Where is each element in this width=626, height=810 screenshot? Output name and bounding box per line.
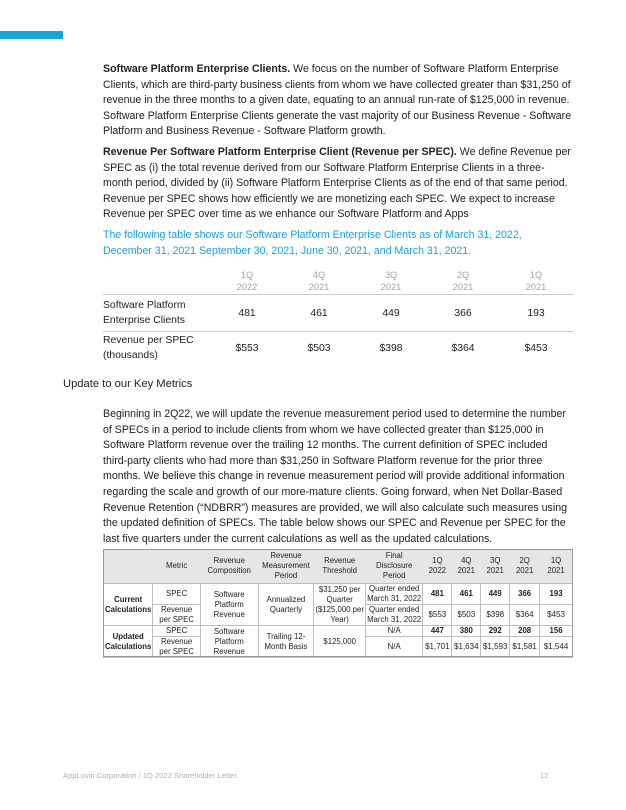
table-cell: $1,701: [423, 637, 452, 658]
table-cell: 380: [452, 626, 481, 637]
table-cell: 449: [355, 295, 427, 332]
footer-text: AppLovin Corporation / 1Q 2022 Shareholder Letter: [63, 771, 237, 780]
table-cell: 461: [283, 295, 355, 332]
table-cell: $398: [355, 332, 427, 365]
table-cell: $503: [283, 332, 355, 365]
period-header: 1Q 2021: [540, 549, 573, 584]
period-header: 4Q 2021: [308, 270, 330, 292]
spec-heading: Software Platform Enterprise Clients.: [103, 63, 291, 75]
composition-cell: Software Platform Revenue: [200, 584, 258, 626]
table-cell: 366: [510, 584, 540, 605]
table-row: [103, 295, 573, 332]
table-cell: 481: [211, 295, 283, 332]
metric-cell: SPEC: [153, 626, 201, 637]
table-cell: 481: [423, 584, 452, 605]
period-header: 1Q 2021: [525, 270, 547, 292]
disclosure-cell: Quarter ended March 31, 2022: [367, 605, 422, 624]
calculations-table-header: [104, 549, 573, 584]
table-row: [103, 332, 573, 365]
table-cell: $1,634: [452, 637, 481, 658]
page-number: 12: [540, 771, 549, 780]
table-cell: $1,593: [481, 637, 510, 658]
threshold-cell: $31,250 per Quarter ($125,000 per Year): [315, 584, 364, 624]
row-label: Software Platform Enterprise Clients: [103, 295, 211, 332]
composition-cell: Software Platform Revenue: [200, 626, 258, 658]
disclosure-cell: N/A: [365, 637, 422, 658]
row-label: Revenue per SPEC (thousands): [103, 332, 211, 365]
accent-bar: [0, 31, 63, 39]
spec-table: [103, 268, 573, 364]
spec-table-header: [103, 268, 573, 295]
table-cell: 447: [423, 626, 452, 637]
revenue-per-spec-heading: Revenue Per Software Platform Enterprise Client (Revenue per SPEC).: [103, 146, 457, 158]
period-header: 4Q 2021: [452, 549, 481, 584]
table-row: [104, 626, 573, 637]
group-label: Current Calculations: [104, 584, 153, 626]
revenue-per-spec-body: We define Revenue per SPEC as (i) the total revenue derived from our Software Platform Enterprise Clients in a three-month period, divided by (ii) Software Platform Enterprise Clients as of the end of that same period. Revenue per SPEC shows how efficiently we are monetizing each SPEC. We expect to increase Revenue per SPEC over time as we enhance our Software Platform and Apps: [103, 146, 571, 221]
group-label: Updated Calculations: [104, 626, 153, 658]
spec-body: We focus on the number of Software Platform Enterprise Clients, which are third-party business clients from whom we have collected greater than $31,250 of revenue in the three months to a given date, equating to an annual run-rate of $125,000 in revenue. Software Platform Enterprise Clients generate the vast majority of our Business Revenue - Software Platform and Business Revenue - Software Platform growth.: [103, 63, 572, 138]
period-header: 2Q 2021: [452, 270, 474, 292]
table-cell: 156: [540, 626, 573, 637]
table-cell: $553: [423, 605, 452, 626]
period-header: 1Q 2022: [236, 270, 258, 292]
metric-cell: Revenue per SPEC: [153, 605, 201, 626]
table-cell: $364: [427, 332, 499, 365]
period-header: 3Q 2021: [481, 549, 510, 584]
paragraph-spec-definition: [103, 62, 573, 140]
table-cell: $1,544: [540, 637, 573, 658]
table-cell: 461: [452, 584, 481, 605]
section-heading: Update to our Key Metrics: [63, 378, 193, 390]
paragraph-key-metrics: Beginning in 2Q22, we will update the revenue measurement period used to determine the number of SPECs in a period to include clients from whom we have collected greater than $125,000 in Software Platform revenue over the trailing 12 months. The current definition of SPEC included third-party clients who had more than $31,250 in Software Platform revenue for the prior three months. We believe this change in revenue measurement period will provide additional information regarding the scale and growth of our more-mature clients. Going forward, when Net Dollar-Based Revenue Retention (“NDBRR”) measures are provided, we will also calculate such measures using the updated definition of SPECs. The table below shows our SPEC and Revenue per SPEC for the last five quarters under the current calculations as well as the updated calculations.: [103, 408, 567, 545]
metric-cell: SPEC: [153, 584, 201, 605]
col-header: Metric: [153, 549, 201, 584]
table-cell: $453: [540, 605, 573, 626]
table-cell: $503: [452, 605, 481, 626]
paragraph-revenue-per-spec: [103, 145, 573, 223]
measurement-cell: Annualized Quarterly: [258, 584, 314, 626]
period-header: 3Q 2021: [380, 270, 402, 292]
table-cell: 193: [499, 295, 573, 332]
table-cell: $453: [499, 332, 573, 365]
col-header: Final Disclosure Period: [365, 549, 422, 584]
period-header: 1Q 2022: [423, 549, 452, 584]
disclosure-cell: Quarter ended March 31, 2022: [367, 584, 422, 603]
table1-intro: The following table shows our Software Platform Enterprise Clients as of March 31, 2022, December 31, 2021 September 30, 2021, June 30, 2021, and March 31, 2021.: [103, 229, 522, 257]
period-header: 2Q 2021: [510, 549, 540, 584]
table-cell: 193: [540, 584, 573, 605]
table-cell: $398: [481, 605, 510, 626]
metric-cell: Revenue per SPEC: [153, 637, 201, 658]
table-row: [104, 584, 573, 605]
table-cell: $364: [510, 605, 540, 626]
calculations-table: [103, 549, 573, 658]
threshold-cell: $125,000: [314, 626, 366, 658]
table-cell: $1,581: [510, 637, 540, 658]
table-cell: 366: [427, 295, 499, 332]
table-cell: 292: [481, 626, 510, 637]
col-header: Revenue Composition: [200, 549, 258, 584]
col-header: Revenue Measurement Period: [258, 549, 314, 584]
table-cell: $553: [211, 332, 283, 365]
disclosure-cell: N/A: [365, 626, 422, 637]
table-cell: 208: [510, 626, 540, 637]
table-cell: 449: [481, 584, 510, 605]
measurement-cell: Trailing 12-Month Basis: [258, 626, 314, 658]
col-header: Revenue Threshold: [314, 549, 366, 584]
